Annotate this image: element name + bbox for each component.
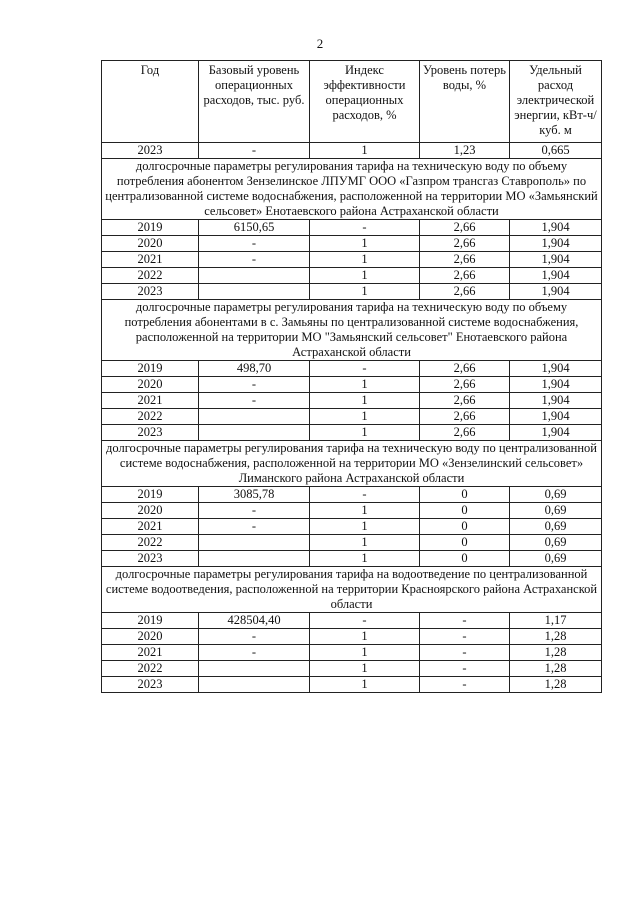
cell-year: 2020 xyxy=(102,377,199,393)
cell-energy-consumption: 1,904 xyxy=(510,361,602,377)
table-row xyxy=(102,252,602,268)
table-row xyxy=(102,409,602,425)
table-row xyxy=(102,393,602,409)
cell-year: 2020 xyxy=(102,236,199,252)
cell-base-level: - xyxy=(199,252,310,268)
cell-base-level: 428504,40 xyxy=(199,613,310,629)
cell-year: 2022 xyxy=(102,535,199,551)
cell-base-level: - xyxy=(199,519,310,535)
cell-year: 2023 xyxy=(102,284,199,300)
cell-water-losses: - xyxy=(420,645,510,661)
cell-year: 2023 xyxy=(102,143,199,159)
cell-efficiency-index: 1 xyxy=(310,645,420,661)
section-title: долгосрочные параметры регулирования тарифа на техническую воду по объему потребления абонентом Зензелинское ЛПУМГ ООО «Газпром трансгаз Ставрополь» по централизованной системе водоснабжения, расположенной на территории МО «Замьянский сельсовет» Енотаевского района Астраханской области xyxy=(102,159,602,220)
cell-water-losses: 1,23 xyxy=(420,143,510,159)
cell-water-losses: 2,66 xyxy=(420,284,510,300)
table-row xyxy=(102,425,602,441)
cell-efficiency-index: 1 xyxy=(310,377,420,393)
table-row xyxy=(102,535,602,551)
cell-base-level xyxy=(199,677,310,693)
cell-water-losses: 0 xyxy=(420,551,510,567)
cell-efficiency-index: 1 xyxy=(310,284,420,300)
page-number: 2 xyxy=(316,36,324,51)
cell-base-level: - xyxy=(199,377,310,393)
table-row xyxy=(102,503,602,519)
cell-year: 2019 xyxy=(102,613,199,629)
cell-water-losses: 2,66 xyxy=(420,252,510,268)
cell-efficiency-index: 1 xyxy=(310,535,420,551)
table-row xyxy=(102,284,602,300)
cell-energy-consumption: 1,904 xyxy=(510,284,602,300)
cell-efficiency-index: 1 xyxy=(310,409,420,425)
header-base-level: Базовый уровень операционных расходов, тыс. руб. xyxy=(199,61,310,143)
cell-year: 2020 xyxy=(102,629,199,645)
cell-water-losses: - xyxy=(420,629,510,645)
cell-efficiency-index: 1 xyxy=(310,551,420,567)
cell-year: 2022 xyxy=(102,661,199,677)
table-row xyxy=(102,143,602,159)
cell-base-level: 6150,65 xyxy=(199,220,310,236)
header-water-losses: Уровень потерь воды, % xyxy=(420,61,510,143)
cell-year: 2021 xyxy=(102,519,199,535)
cell-base-level xyxy=(199,284,310,300)
cell-efficiency-index: 1 xyxy=(310,236,420,252)
cell-energy-consumption: 0,69 xyxy=(510,551,602,567)
cell-efficiency-index: 1 xyxy=(310,677,420,693)
table-header-row xyxy=(102,61,602,143)
cell-efficiency-index: 1 xyxy=(310,425,420,441)
cell-base-level xyxy=(199,551,310,567)
cell-year: 2023 xyxy=(102,425,199,441)
cell-water-losses: 2,66 xyxy=(420,425,510,441)
table-row xyxy=(102,361,602,377)
cell-energy-consumption: 1,28 xyxy=(510,629,602,645)
table-row xyxy=(102,377,602,393)
cell-energy-consumption: 1,28 xyxy=(510,677,602,693)
cell-base-level: - xyxy=(199,236,310,252)
cell-year: 2022 xyxy=(102,268,199,284)
cell-efficiency-index: 1 xyxy=(310,393,420,409)
cell-energy-consumption: 1,28 xyxy=(510,661,602,677)
section-title-row xyxy=(102,300,602,361)
section-title-row xyxy=(102,159,602,220)
cell-energy-consumption: 1,17 xyxy=(510,613,602,629)
cell-efficiency-index: 1 xyxy=(310,503,420,519)
cell-water-losses: 0 xyxy=(420,535,510,551)
cell-year: 2019 xyxy=(102,487,199,503)
header-efficiency-index: Индекс эффективности операционных расходов, % xyxy=(310,61,420,143)
table-row xyxy=(102,268,602,284)
cell-year: 2021 xyxy=(102,252,199,268)
cell-water-losses: 2,66 xyxy=(420,377,510,393)
cell-year: 2021 xyxy=(102,645,199,661)
tariff-parameters-table xyxy=(101,60,602,693)
cell-energy-consumption: 1,904 xyxy=(510,220,602,236)
section-title-row xyxy=(102,441,602,487)
cell-base-level xyxy=(199,425,310,441)
cell-year: 2022 xyxy=(102,409,199,425)
cell-efficiency-index: - xyxy=(310,220,420,236)
cell-energy-consumption: 0,69 xyxy=(510,535,602,551)
cell-water-losses: 2,66 xyxy=(420,220,510,236)
cell-year: 2019 xyxy=(102,361,199,377)
cell-base-level: 3085,78 xyxy=(199,487,310,503)
cell-water-losses: 0 xyxy=(420,519,510,535)
cell-energy-consumption: 1,904 xyxy=(510,252,602,268)
cell-efficiency-index: 1 xyxy=(310,143,420,159)
cell-efficiency-index: 1 xyxy=(310,661,420,677)
cell-year: 2021 xyxy=(102,393,199,409)
cell-efficiency-index: 1 xyxy=(310,629,420,645)
cell-base-level: - xyxy=(199,393,310,409)
cell-energy-consumption: 1,904 xyxy=(510,268,602,284)
cell-water-losses: - xyxy=(420,677,510,693)
cell-base-level: - xyxy=(199,645,310,661)
table-row xyxy=(102,236,602,252)
cell-year: 2023 xyxy=(102,551,199,567)
cell-energy-consumption: 1,904 xyxy=(510,409,602,425)
cell-energy-consumption: 1,904 xyxy=(510,377,602,393)
cell-water-losses: 2,66 xyxy=(420,236,510,252)
cell-base-level: - xyxy=(199,629,310,645)
cell-base-level: - xyxy=(199,503,310,519)
cell-water-losses: 0 xyxy=(420,503,510,519)
header-year: Год xyxy=(102,61,199,143)
cell-base-level: 498,70 xyxy=(199,361,310,377)
table-row xyxy=(102,645,602,661)
table-row xyxy=(102,613,602,629)
section-title-row xyxy=(102,567,602,613)
cell-efficiency-index: 1 xyxy=(310,252,420,268)
table-row xyxy=(102,661,602,677)
header-energy-consumption: Удельный расход электрической энергии, кВт-ч/куб. м xyxy=(510,61,602,143)
cell-energy-consumption: 1,904 xyxy=(510,425,602,441)
cell-water-losses: 2,66 xyxy=(420,409,510,425)
cell-base-level xyxy=(199,268,310,284)
cell-water-losses: - xyxy=(420,661,510,677)
table-row xyxy=(102,519,602,535)
cell-year: 2023 xyxy=(102,677,199,693)
cell-efficiency-index: 1 xyxy=(310,268,420,284)
cell-energy-consumption: 0,69 xyxy=(510,519,602,535)
cell-efficiency-index: 1 xyxy=(310,519,420,535)
cell-water-losses: 2,66 xyxy=(420,268,510,284)
table-row xyxy=(102,629,602,645)
section-title: долгосрочные параметры регулирования тарифа на техническую воду по объему потребления абонентами в с. Замьяны по централизованной системе водоснабжения, расположенной на территории МО "Замьянский сельсовет" Енотаевского района Астраханской области xyxy=(102,300,602,361)
cell-year: 2019 xyxy=(102,220,199,236)
table-row xyxy=(102,677,602,693)
cell-year: 2020 xyxy=(102,503,199,519)
cell-energy-consumption: 1,904 xyxy=(510,393,602,409)
cell-water-losses: 2,66 xyxy=(420,393,510,409)
table-row xyxy=(102,220,602,236)
cell-water-losses: 0 xyxy=(420,487,510,503)
section-title: долгосрочные параметры регулирования тарифа на водоотведение по централизованной системе водоотведения, расположенной на территории Красноярского района Астраханской области xyxy=(102,567,602,613)
cell-efficiency-index: - xyxy=(310,487,420,503)
cell-efficiency-index: - xyxy=(310,613,420,629)
cell-base-level xyxy=(199,409,310,425)
cell-efficiency-index: - xyxy=(310,361,420,377)
table-row xyxy=(102,487,602,503)
cell-base-level xyxy=(199,661,310,677)
cell-energy-consumption: 1,904 xyxy=(510,236,602,252)
table-row xyxy=(102,551,602,567)
table-body xyxy=(102,143,602,693)
cell-energy-consumption: 1,28 xyxy=(510,645,602,661)
cell-energy-consumption: 0,69 xyxy=(510,487,602,503)
cell-base-level: - xyxy=(199,143,310,159)
cell-base-level xyxy=(199,535,310,551)
cell-energy-consumption: 0,69 xyxy=(510,503,602,519)
cell-water-losses: 2,66 xyxy=(420,361,510,377)
cell-energy-consumption: 0,665 xyxy=(510,143,602,159)
cell-water-losses: - xyxy=(420,613,510,629)
section-title: долгосрочные параметры регулирования тарифа на техническую воду по централизованной системе водоснабжения, расположенной на территории МО «Зензелинский сельсовет» Лиманского района Астраханской области xyxy=(102,441,602,487)
